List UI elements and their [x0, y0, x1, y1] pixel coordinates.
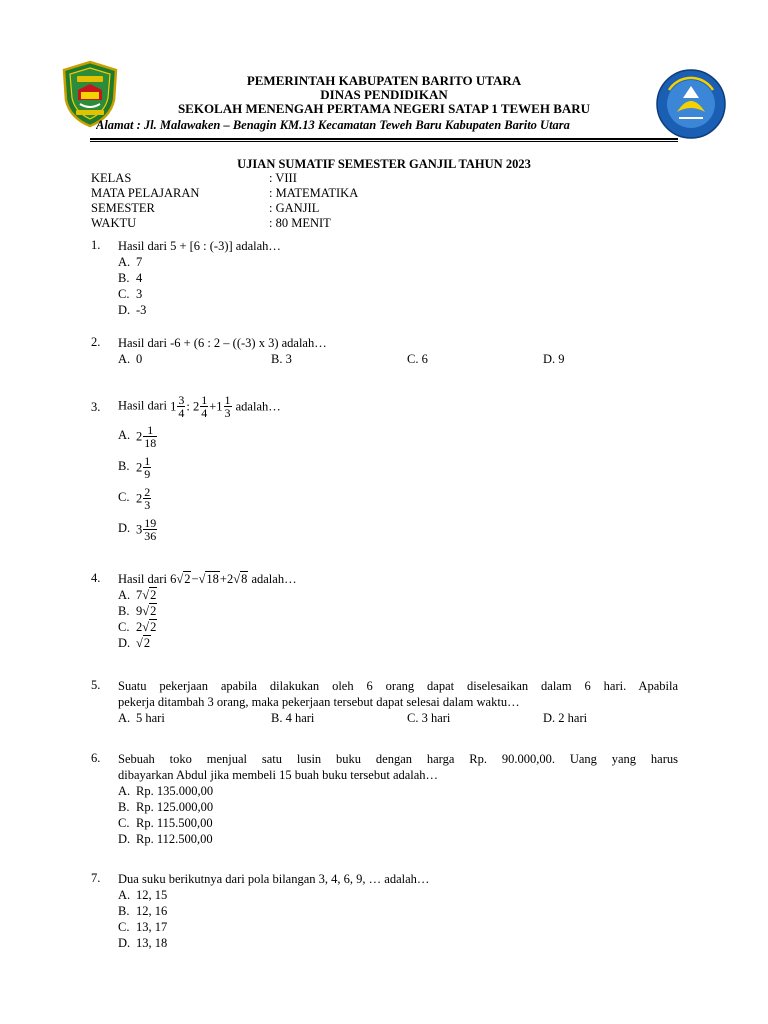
option-letter: C. [407, 352, 419, 366]
numerator: 2 [144, 485, 151, 499]
question-line: dibayarkan Abdul jika membeli 15 buah buku tersebut adalah… [118, 768, 439, 782]
question-text [118, 678, 678, 710]
option-text: 13, 17 [136, 920, 168, 934]
option-letter: C. [118, 816, 130, 830]
option-b [271, 710, 314, 726]
option-b [271, 351, 292, 367]
question-number: 4. [91, 571, 101, 585]
option-d [118, 517, 158, 548]
radicand: 18 [206, 572, 219, 586]
exam-info [91, 171, 358, 231]
square-root: √8 [233, 572, 248, 586]
option-text: 12, 16 [136, 904, 168, 918]
option-c [118, 286, 146, 302]
option-letter: D. [118, 521, 131, 536]
option-letter: D. [543, 352, 556, 366]
option-letter: C. [118, 920, 130, 934]
fraction [177, 394, 185, 419]
options-list [118, 783, 213, 847]
mixed-number-whole: 1 [216, 399, 223, 414]
square-root: √18 [198, 572, 219, 586]
info-label: KELAS [91, 171, 132, 185]
radicand: 2 [143, 636, 151, 650]
denominator: 9 [144, 467, 151, 481]
square-root: √2 [142, 604, 157, 618]
question-text: Hasil dari -6 + (6 : 2 – ((-3) x 3) adalah… [118, 336, 327, 350]
option-letter: A. [118, 428, 131, 443]
fraction [200, 394, 208, 419]
info-label: SEMESTER [91, 201, 155, 215]
fraction [143, 424, 157, 449]
mixed-number-whole: 2 [136, 429, 143, 444]
letterhead-title-block [100, 74, 668, 116]
option-letter: D. [118, 936, 131, 950]
option-letter: A. [118, 711, 131, 725]
info-row-time [91, 216, 358, 231]
question-line: pekerja ditambah 3 orang, maka pekerjaan tersebut dapat selesai dalam waktu… [118, 695, 520, 709]
option-c [407, 710, 450, 726]
option-a [118, 710, 165, 726]
question-number: 5. [91, 678, 101, 692]
option-d [118, 302, 146, 318]
question-number: 7. [91, 871, 101, 885]
option-letter: C. [118, 287, 130, 301]
question-number: 2. [91, 335, 101, 349]
info-value: : VIII [269, 171, 297, 185]
option-c [118, 919, 167, 935]
question-text [118, 394, 281, 419]
radicand: 8 [241, 572, 248, 586]
radicand: 2 [184, 572, 191, 586]
option-letter: A. [118, 888, 131, 902]
option-text: Rp. 115.500,00 [136, 816, 213, 830]
option-d [118, 831, 213, 847]
coefficient: 9 [136, 604, 143, 618]
question-number: 3. [91, 400, 101, 414]
info-row-semester [91, 201, 358, 216]
mixed-number-whole: 2 [136, 491, 143, 506]
square-root: √2 [142, 620, 157, 634]
option-text: 7 [136, 255, 143, 269]
option-text: Rp. 125.000,00 [136, 800, 214, 814]
option-d [543, 710, 587, 726]
info-label: WAKTU [91, 216, 137, 230]
school-address: Alamat : Jl. Malawaken – Benagin KM.13 Kecamatan Teweh Baru Kabupaten Barito Utara [96, 118, 570, 132]
denominator: 3 [224, 406, 231, 420]
options-list [118, 254, 146, 318]
option-b [118, 603, 157, 619]
option-letter: B. [271, 352, 283, 366]
department-name: DINAS PENDIDIKAN [320, 87, 448, 102]
option-d [543, 351, 565, 367]
option-text: 12, 15 [136, 888, 168, 902]
option-text: 3 hari [421, 711, 451, 725]
denominator: 36 [144, 529, 157, 543]
coefficient: 2 [226, 572, 234, 586]
square-root: √2 [142, 588, 157, 602]
operator: − [191, 572, 199, 586]
numerator: 1 [224, 393, 231, 407]
option-a [118, 587, 157, 603]
option-letter: B. [118, 604, 130, 618]
option-letter: D. [118, 832, 131, 846]
option-b [118, 455, 158, 486]
radicand: 2 [150, 620, 157, 634]
numerator: 1 [147, 423, 154, 437]
mixed-number-whole: 1 [170, 399, 177, 414]
radicand: 2 [150, 604, 157, 618]
operator: : [186, 399, 190, 414]
option-letter: A. [118, 588, 131, 602]
operator: + [219, 572, 227, 586]
option-c [118, 815, 213, 831]
option-text: Rp. 135.000,00 [136, 784, 214, 798]
header-divider-thin [90, 141, 678, 142]
option-text: 13, 18 [136, 936, 168, 950]
info-value: : MATEMATIKA [269, 186, 359, 200]
option-letter: B. [118, 459, 130, 474]
option-a [118, 351, 142, 367]
option-b [118, 903, 167, 919]
info-value: : 80 MENIT [269, 216, 331, 230]
options-list [118, 887, 167, 951]
option-a [118, 424, 158, 455]
question-text: Dua suku berikutnya dari pola bilangan 3, 4, 6, 9, … adalah… [118, 872, 430, 886]
numerator: 1 [144, 454, 151, 468]
radicand: 2 [150, 588, 157, 602]
school-name: SEKOLAH MENENGAH PERTAMA NEGERI SATAP 1 TEWEH BARU [177, 101, 591, 116]
header-divider-thick [90, 138, 678, 140]
operator: + [209, 399, 217, 414]
numerator: 3 [178, 393, 185, 407]
info-value: : GANJIL [269, 201, 320, 215]
square-root: √2 [176, 572, 191, 586]
coefficient: 6 [170, 572, 177, 586]
numerator: 19 [144, 516, 157, 530]
fraction [224, 394, 232, 419]
option-text: 3 [285, 352, 292, 366]
info-label: MATA PELAJARAN [91, 186, 200, 200]
coefficient: 7 [136, 588, 143, 602]
option-letter: B. [271, 711, 283, 725]
options-row [118, 351, 678, 367]
question-number: 1. [91, 238, 101, 252]
option-letter: B. [118, 271, 130, 285]
denominator: 4 [201, 406, 208, 420]
option-letter: C. [407, 711, 419, 725]
info-row-class [91, 171, 358, 186]
option-text: 2 hari [558, 711, 588, 725]
option-d [118, 935, 167, 951]
question-text [118, 751, 678, 783]
option-letter: D. [118, 636, 131, 650]
question-text [118, 571, 297, 587]
question-text: Hasil dari 5 + [6 : (-3)] adalah… [118, 239, 281, 253]
options-list [118, 424, 158, 548]
option-text: 0 [136, 352, 143, 366]
option-c [407, 351, 428, 367]
fraction [143, 455, 151, 480]
option-c [118, 486, 158, 517]
option-letter: C. [118, 490, 130, 505]
options-row [118, 710, 678, 726]
option-b [118, 270, 146, 286]
mixed-number-whole: 2 [192, 399, 200, 414]
question-line: Sebuah toko menjual satu lusin buku dengan harga Rp. 90.000,00. Uang yang harus [118, 752, 678, 766]
option-text: 4 hari [285, 711, 315, 725]
option-text: 4 [136, 271, 143, 285]
option-letter: B. [118, 800, 130, 814]
option-letter: C. [118, 620, 130, 634]
option-a [118, 887, 167, 903]
option-letter: B. [118, 904, 130, 918]
option-b [118, 799, 213, 815]
option-text: 6 [421, 352, 428, 366]
question-suffix: adalah… [251, 572, 297, 586]
option-a [118, 254, 146, 270]
option-text: -3 [136, 303, 147, 317]
option-text: 3 [136, 287, 143, 301]
question-suffix: adalah… [235, 399, 281, 414]
option-a [118, 783, 213, 799]
government-name: PEMERINTAH KABUPATEN BARITO UTARA [246, 73, 522, 88]
info-row-subject [91, 186, 358, 201]
denominator: 18 [144, 436, 157, 450]
option-text: 9 [558, 352, 565, 366]
exam-title: UJIAN SUMATIF SEMESTER GANJIL TAHUN 2023 [237, 157, 531, 171]
option-text: 5 hari [136, 711, 165, 725]
option-letter: D. [543, 711, 556, 725]
option-d [118, 635, 157, 651]
option-letter: A. [118, 255, 131, 269]
mixed-number-whole: 2 [136, 460, 143, 475]
letterhead [0, 0, 768, 140]
option-letter: D. [118, 303, 131, 317]
fraction [143, 517, 157, 542]
option-letter: A. [118, 784, 131, 798]
option-text: Rp. 112.500,00 [136, 832, 213, 846]
question-prefix: Hasil dari [118, 398, 167, 413]
question-number: 6. [91, 751, 101, 765]
fraction [143, 486, 151, 511]
denominator: 4 [178, 406, 185, 420]
option-letter: A. [118, 352, 131, 366]
coefficient: 2 [136, 620, 143, 634]
question-prefix: Hasil dari [118, 572, 167, 586]
denominator: 3 [144, 498, 151, 512]
option-c [118, 619, 157, 635]
square-root: √2 [136, 636, 151, 650]
numerator: 1 [201, 393, 208, 407]
options-list [118, 587, 157, 651]
mixed-number-whole: 3 [136, 522, 143, 537]
question-line: Suatu pekerjaan apabila dilakukan oleh 6 orang dapat diselesaikan dalam 6 hari. Apabila [118, 679, 678, 693]
